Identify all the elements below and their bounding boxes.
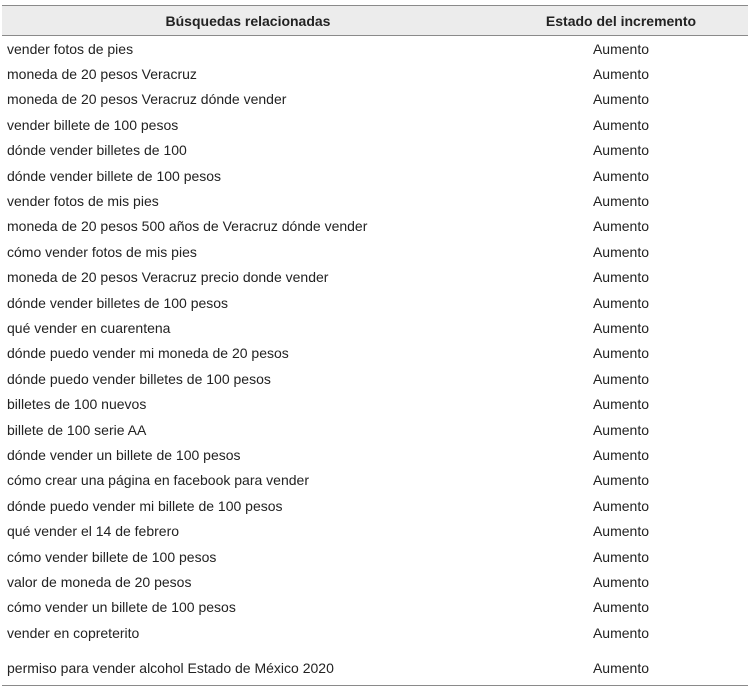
status-cell: Aumento — [592, 523, 650, 540]
table-row — [2, 214, 748, 239]
table-row — [2, 366, 748, 391]
status-cell: Aumento — [592, 269, 650, 286]
query-cell: vender fotos de mis pies — [7, 193, 159, 210]
query-cell: vender fotos de pies — [7, 40, 134, 57]
query-cell: valor de moneda de 20 pesos — [7, 573, 192, 590]
query-cell: billete de 100 serie AA — [7, 421, 147, 438]
status-cell: Aumento — [592, 40, 650, 57]
header-increase-status: Estado del incremento — [494, 6, 748, 36]
table-row — [2, 391, 748, 416]
table-row — [2, 290, 748, 315]
table-row — [2, 315, 748, 340]
table-row — [2, 112, 748, 137]
query-cell: dónde vender billetes de 100 — [7, 142, 187, 159]
query-cell: dónde vender billetes de 100 pesos — [7, 294, 229, 311]
status-cell: Aumento — [592, 446, 650, 463]
status-cell: Aumento — [592, 345, 650, 362]
table-row — [2, 518, 748, 543]
query-cell: dónde puedo vender billetes de 100 pesos — [7, 370, 271, 387]
query-cell: cómo crear una página en facebook para vender — [7, 472, 309, 489]
related-searches-table-container — [2, 5, 748, 686]
status-cell: Aumento — [592, 548, 650, 565]
status-cell: Aumento — [592, 396, 650, 413]
query-cell: qué vender el 14 de febrero — [7, 523, 180, 540]
query-cell: dónde puedo vender mi billete de 100 pesos — [7, 497, 283, 514]
query-cell: dónde vender un billete de 100 pesos — [7, 446, 241, 463]
status-cell: Aumento — [592, 472, 650, 489]
table-row — [2, 36, 748, 62]
status-cell: Aumento — [592, 243, 650, 260]
query-cell: moneda de 20 pesos Veracruz — [7, 66, 197, 83]
status-cell: Aumento — [592, 573, 650, 590]
table-row — [2, 493, 748, 518]
query-cell: moneda de 20 pesos Veracruz precio donde vender — [7, 269, 329, 286]
table-row — [2, 138, 748, 163]
query-cell: billetes de 100 nuevos — [7, 396, 147, 413]
status-cell: Aumento — [592, 116, 650, 133]
status-cell: Aumento — [592, 319, 650, 336]
status-cell: Aumento — [592, 193, 650, 210]
table-row — [2, 265, 748, 290]
status-cell: Aumento — [592, 167, 650, 184]
query-cell: cómo vender fotos de mis pies — [7, 243, 197, 260]
status-cell: Aumento — [592, 421, 650, 438]
query-cell: moneda de 20 pesos Veracruz dónde vender — [7, 91, 287, 108]
table-header — [2, 6, 748, 36]
status-cell: Aumento — [592, 66, 650, 83]
query-cell: dónde puedo vender mi moneda de 20 pesos — [7, 345, 289, 362]
table-row — [2, 442, 748, 467]
status-cell: Aumento — [592, 624, 650, 641]
query-cell: cómo vender billete de 100 pesos — [7, 548, 217, 565]
query-cell: dónde vender billete de 100 pesos — [7, 167, 222, 184]
table-row — [2, 620, 748, 645]
status-cell: Aumento — [592, 142, 650, 159]
header-related-searches: Búsquedas relacionadas — [2, 6, 494, 36]
status-cell: Aumento — [592, 370, 650, 387]
table-row — [2, 341, 748, 366]
status-cell: Aumento — [592, 599, 650, 616]
query-cell: cómo vender un billete de 100 pesos — [7, 599, 236, 616]
query-cell: permiso para vender alcohol Estado de México 2020 — [2, 645, 494, 686]
table-row — [2, 188, 748, 213]
table-row — [2, 569, 748, 594]
table-body — [2, 36, 748, 686]
table-row — [2, 595, 748, 620]
table-row — [2, 544, 748, 569]
table-row — [2, 417, 748, 442]
query-cell: vender en copreterito — [7, 624, 140, 641]
query-cell: qué vender en cuarentena — [7, 319, 171, 336]
table-row — [2, 239, 748, 264]
status-cell: Aumento — [494, 645, 748, 686]
table-row — [2, 87, 748, 112]
query-cell: moneda de 20 pesos 500 años de Veracruz dónde vender — [7, 218, 368, 235]
table-row — [2, 468, 748, 493]
header-row — [2, 6, 748, 36]
table-row — [2, 61, 748, 86]
status-cell: Aumento — [592, 91, 650, 108]
query-cell: vender billete de 100 pesos — [7, 116, 179, 133]
table-row — [2, 163, 748, 188]
table-row — [2, 645, 748, 686]
status-cell: Aumento — [592, 294, 650, 311]
status-cell: Aumento — [592, 497, 650, 514]
related-searches-table — [2, 5, 748, 686]
status-cell: Aumento — [592, 218, 650, 235]
